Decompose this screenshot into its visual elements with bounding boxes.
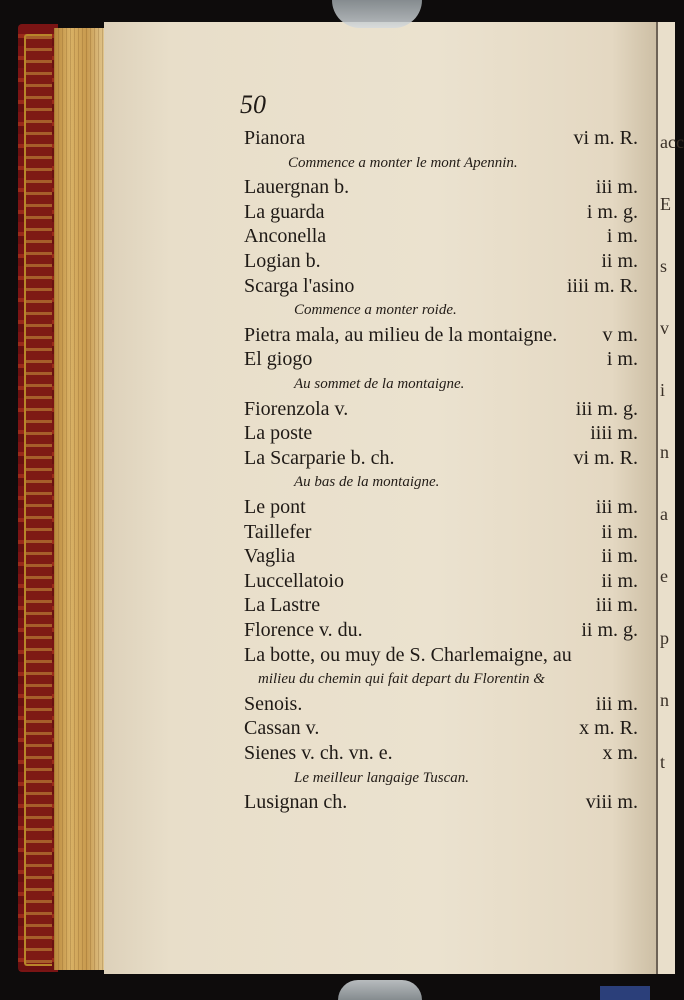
facing-page-glyph: p — [660, 628, 669, 648]
itinerary-line — [244, 643, 638, 667]
distance: iiii m. R. — [566, 274, 638, 297]
distance: viii m. — [585, 791, 638, 814]
place-name: La guarda — [244, 200, 325, 223]
itinerary-line — [244, 716, 638, 740]
itinerary-line — [244, 200, 638, 224]
distance: v m. — [602, 323, 638, 346]
itinerary-line — [244, 249, 638, 273]
distance: ii m. — [601, 250, 638, 272]
itinerary-line — [244, 495, 638, 519]
facing-page-glyph: n — [660, 442, 669, 462]
itinerary-note: Au sommet de la montaigne. — [294, 376, 465, 392]
place-name: Le pont — [244, 496, 306, 518]
itinerary-line — [244, 421, 638, 445]
distance: iii m. — [595, 692, 638, 715]
distance: iiii m. — [590, 422, 638, 445]
distance: x m. — [602, 742, 638, 764]
place-name: Luccellatoio — [244, 569, 344, 592]
facing-page-glyph: acc — [660, 132, 684, 152]
distance: i m. g. — [586, 200, 638, 223]
facing-page-glyph: s — [660, 256, 668, 276]
place-name: Scarga l'asino — [244, 274, 355, 297]
itinerary-line — [244, 323, 638, 347]
itinerary-note: Commence a monter le mont Apennin. — [288, 154, 518, 171]
distance: ii m. — [601, 520, 638, 543]
facing-page-glyph: i — [660, 380, 666, 400]
distance: vi m. R. — [573, 446, 638, 469]
place-name: Lauergnan b. — [244, 176, 350, 199]
distance: iii m. — [595, 176, 638, 199]
facing-page-glyph: t — [660, 752, 666, 772]
place-name: Fiorenzola v. — [244, 397, 349, 420]
place-name: La Scarparie b. ch. — [244, 446, 395, 469]
facing-page-glyph: E — [660, 194, 671, 214]
itinerary-line — [244, 544, 638, 568]
itinerary-line — [244, 741, 638, 765]
place-name: La poste — [244, 422, 313, 445]
place-name: Senois. — [244, 692, 303, 715]
facing-page-glyph: e — [660, 566, 668, 586]
place-name: La Lastre — [244, 594, 321, 617]
gilt-page-edges — [54, 28, 108, 970]
place-name: Pianora — [244, 127, 306, 149]
itinerary-line — [244, 446, 638, 470]
distance: x m. R. — [579, 717, 638, 740]
facing-page-edge — [656, 22, 684, 974]
book-spine-decoration — [24, 34, 52, 966]
itinerary-note: Le meilleur langaige Tuscan. — [294, 769, 469, 786]
distance: ii m. g. — [581, 619, 638, 641]
distance: iii m. — [595, 496, 638, 518]
facing-page-glyph: v — [660, 318, 669, 338]
itinerary-note: Commence a monter roide. — [294, 302, 457, 319]
facing-page-glyph: n — [660, 690, 669, 710]
itinerary-line — [244, 618, 638, 642]
itinerary-line — [244, 347, 638, 371]
itinerary-line — [244, 397, 638, 421]
place-name: Taillefer — [244, 520, 312, 543]
itinerary-line — [244, 126, 638, 150]
distance: iii m. — [595, 594, 638, 617]
itinerary-line — [244, 224, 638, 248]
distance: ii m. — [601, 545, 638, 568]
bookmark-ribbon — [600, 986, 650, 1000]
place-name: Anconella — [244, 225, 327, 248]
place-name: La botte, ou muy de S. Charlemaigne, au — [244, 643, 572, 666]
itinerary-line — [244, 692, 638, 716]
place-name: Pietra mala, au milieu de la montaigne. — [244, 323, 558, 346]
itinerary-note: milieu du chemin qui fait depart du Florentin & — [258, 671, 545, 688]
itinerary-line — [244, 175, 638, 199]
place-name: Sienes v. ch. vn. e. — [244, 742, 393, 764]
page-clip-bottom — [338, 980, 422, 1000]
page-number: 50 — [240, 90, 266, 119]
place-name: Lusignan ch. — [244, 791, 348, 814]
distance: i m. — [606, 225, 638, 248]
distance: i m. — [606, 348, 638, 371]
place-name: Cassan v. — [244, 717, 320, 740]
distance: iii m. g. — [575, 397, 638, 420]
distance: vi m. R. — [573, 127, 638, 149]
itinerary-line — [244, 274, 638, 298]
place-name: Logian b. — [244, 250, 321, 272]
page-clip-top — [332, 0, 422, 28]
itinerary-line — [244, 790, 638, 814]
itinerary-line — [244, 520, 638, 544]
itinerary-note: Au bas de la montaigne. — [294, 474, 440, 491]
itinerary-line — [244, 593, 638, 617]
itinerary-line — [244, 569, 638, 593]
place-name: Florence v. du. — [244, 619, 363, 641]
distance: ii m. — [601, 569, 638, 592]
place-name: Vaglia — [244, 545, 296, 568]
place-name: El giogo — [244, 348, 313, 371]
facing-page-glyph: a — [660, 504, 668, 524]
